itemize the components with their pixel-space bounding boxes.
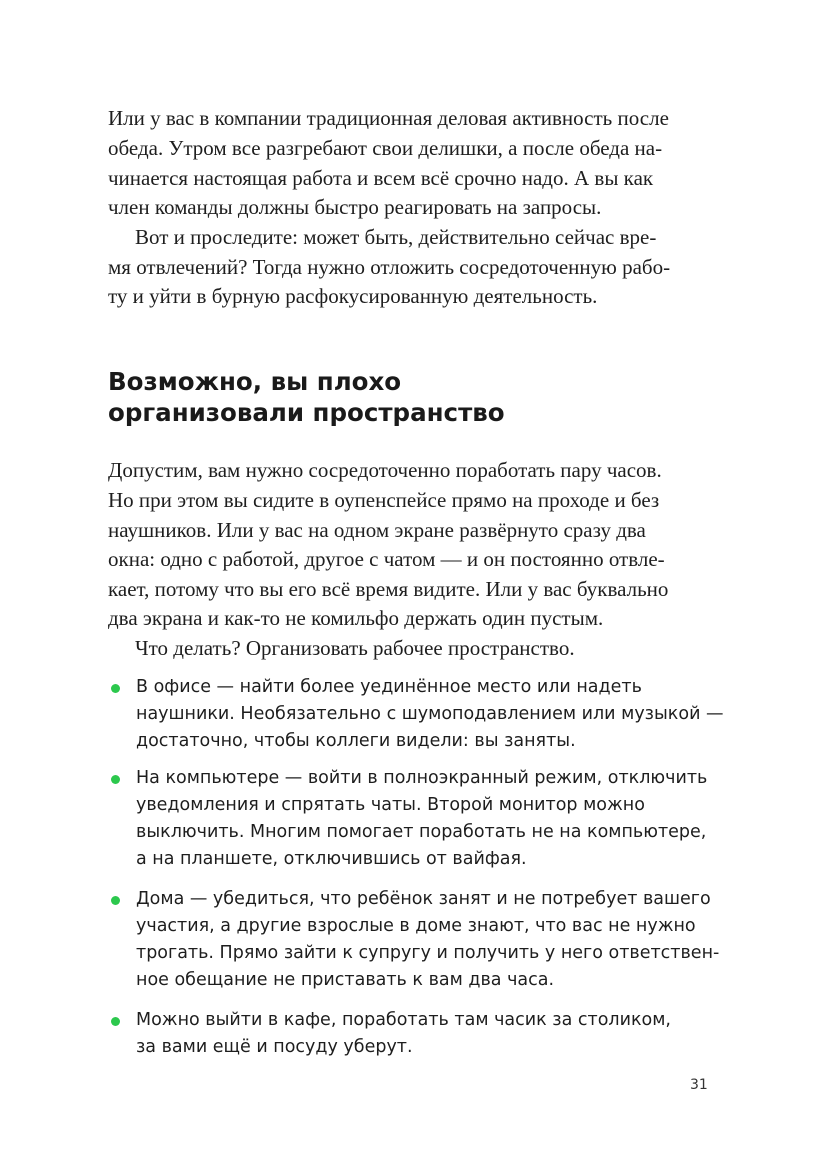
- paragraph-line: окна: одно с работой, другое с чатом — и он постоянно отвле-: [108, 547, 665, 571]
- paragraph-line: кает, потому что вы его всё время видите. Или у вас буквально: [108, 577, 669, 601]
- list-item-line: Можно выйти в кафе, поработать там часик за столиком,: [136, 1010, 671, 1030]
- paragraph-line: Или у вас в компании традиционная деловая активность после: [108, 106, 669, 130]
- paragraph-line: наушников. Или у вас на одном экране развёрнуто сразу два: [108, 518, 646, 542]
- list-item-line: выключить. Многим помогает поработать не на компьютере,: [136, 822, 707, 842]
- list-item-line: На компьютере — войти в полноэкранный режим, отключить: [136, 768, 708, 788]
- list-item-line: а на планшете, отключившись от вайфая.: [136, 849, 527, 869]
- list-item-line: достаточно, чтобы коллеги видели: вы заняты.: [136, 731, 576, 751]
- list-item-line: наушники. Необязательно с шумоподавлением или музыкой —: [136, 704, 724, 724]
- list-item-line: ное обещание не приставать к вам два часа.: [136, 970, 555, 990]
- bullet-dot-icon: [111, 1017, 120, 1026]
- section-heading-line: Возможно, вы плохо: [108, 367, 402, 396]
- section-heading: [108, 366, 748, 428]
- paragraph-line: Но при этом вы сидите в оупенспейсе прямо на проходе и без: [108, 488, 660, 512]
- bullet-dot-icon: [111, 775, 120, 784]
- paragraph-line: чинается настоящая работа и всем всё срочно надо. А вы как: [108, 166, 654, 190]
- list-item-line: В офисе — найти более уединённое место или надеть: [136, 677, 642, 697]
- list-item-line: Дома — убедиться, что ребёнок занят и не потребует вашего: [136, 889, 711, 909]
- paragraph-line: член команды должны быстро реагировать на запросы.: [108, 195, 602, 219]
- paragraph-line: Допустим, вам нужно сосредоточенно поработать пару часов.: [108, 458, 662, 482]
- list-item-line: за вами ещё и посуду уберут.: [136, 1037, 413, 1057]
- paragraph-line: Вот и проследите: может быть, действительно сейчас вре-: [135, 225, 657, 249]
- list-item-line: уведомления и спрятать чаты. Второй монитор можно: [136, 795, 645, 815]
- bullet-dot-icon: [111, 684, 120, 693]
- bullet-dot-icon: [111, 896, 120, 905]
- paragraph-line: ту и уйти в бурную расфокусированную деятельность.: [108, 284, 598, 308]
- paragraph-line: мя отвлечений? Тогда нужно отложить сосредоточенную рабо-: [108, 255, 671, 279]
- paragraph-line: два экрана и как-то не комильфо держать один пустым.: [108, 606, 604, 630]
- list-item-line: трогать. Прямо зайти к супругу и получить у него ответствен-: [136, 943, 720, 963]
- section-heading-line: организовали пространство: [108, 398, 505, 427]
- page-number: 31: [690, 1077, 708, 1093]
- list-item-line: участия, а другие взрослые в доме знают, что вас не нужно: [136, 916, 696, 936]
- paragraph-line: обеда. Утром все разгребают свои делишки, а после обеда на-: [108, 136, 663, 160]
- paragraph-line: Что делать? Организовать рабочее пространство.: [135, 636, 575, 660]
